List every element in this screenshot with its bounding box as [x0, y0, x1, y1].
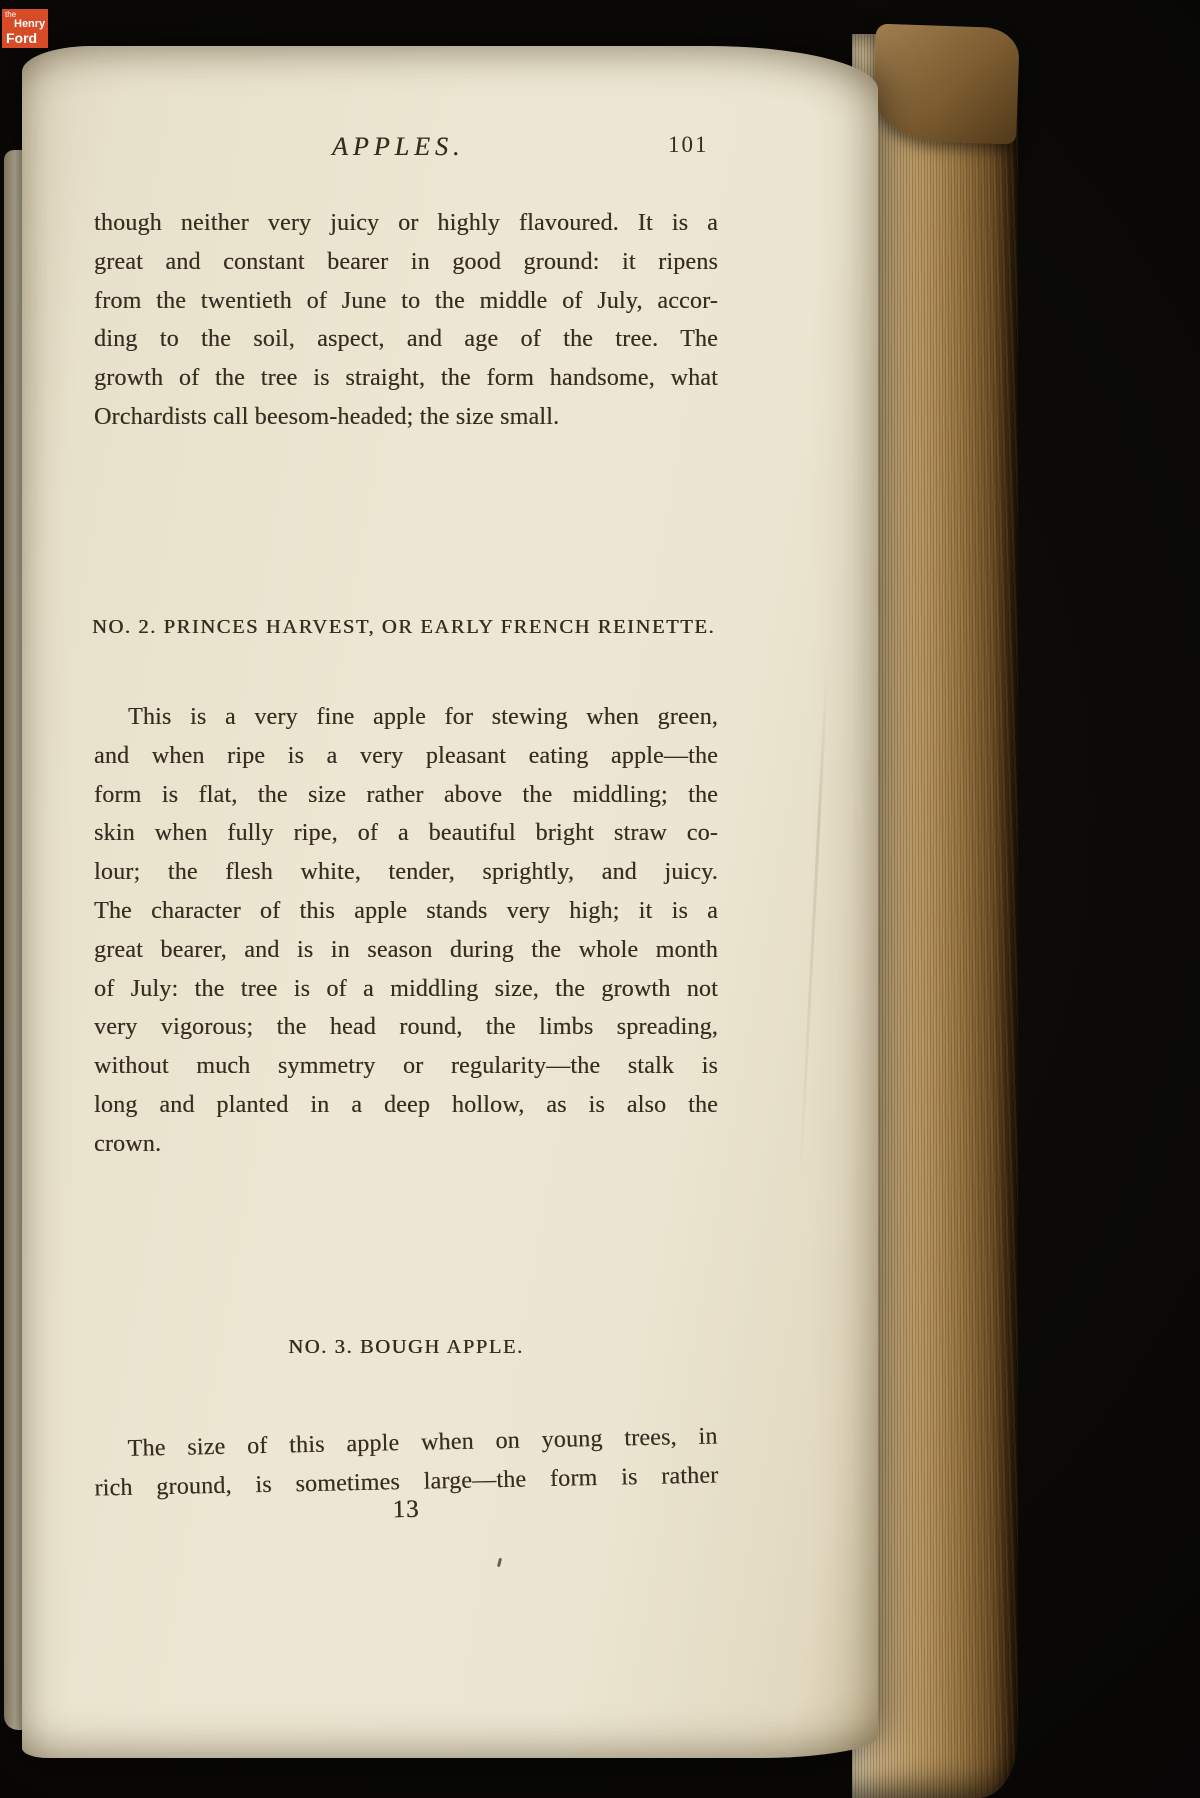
- logo-word-the: the: [5, 10, 17, 19]
- running-head-row: [22, 132, 878, 172]
- henry-ford-logo: [2, 9, 48, 48]
- text-line: This is a very fine apple for stewing when green,: [128, 704, 718, 730]
- logo-word-henry: Henry: [14, 18, 46, 30]
- text-line: rich ground, is sometimes large—the form is rather: [94, 1462, 719, 1502]
- text-line: great and constant bearer in good ground: it ripens: [94, 248, 718, 275]
- text-line: without much symmetry or regularity—the stalk is: [94, 1053, 718, 1080]
- text-line: skin when fully ripe, of a beautiful bright straw co-: [94, 820, 718, 847]
- text-line: The size of this apple when on young trees, in: [127, 1423, 718, 1462]
- logo-word-ford: Ford: [6, 30, 38, 46]
- text-line: of July: the tree is of a middling size, the growth not: [94, 975, 718, 1002]
- book-cover-corner: [872, 24, 1020, 145]
- running-header: APPLES.: [332, 132, 465, 161]
- page-number: 101: [668, 132, 709, 157]
- ink-speck: [497, 1558, 502, 1567]
- text-line: and when ripe is a very pleasant eating apple—the: [94, 742, 718, 769]
- text-line: from the twentieth of June to the middle of July, accor-: [94, 287, 718, 314]
- text-line: crown.: [94, 1130, 162, 1157]
- text-line: form is flat, the size rather above the middling; the: [94, 781, 718, 808]
- section-heading-no2: NO. 2. PRINCES HARVEST, OR EARLY FRENCH REINETTE.: [92, 616, 716, 638]
- paragraph-continuation: [94, 204, 718, 437]
- text-line: The character of this apple stands very high; it is a: [94, 897, 718, 924]
- text-line: Orchardists call beesom-headed; the size small.: [94, 403, 560, 430]
- text-line: though neither very juicy or highly flavoured. It is a: [94, 210, 718, 236]
- text-line: long and planted in a deep hollow, as is also the: [94, 1091, 718, 1118]
- text-line: very vigorous; the head round, the limbs spreading,: [94, 1014, 718, 1041]
- text-line: growth of the tree is straight, the form handsome, what: [94, 365, 718, 392]
- text-line: lour; the flesh white, tender, sprightly, and juicy.: [94, 859, 718, 886]
- signature-mark: 13: [392, 1495, 420, 1524]
- paragraph-princes-harvest: [94, 698, 718, 1164]
- book-page: [22, 46, 878, 1758]
- text-line: great bearer, and is in season during the whole month: [94, 936, 718, 963]
- text-line: ding to the soil, aspect, and age of the tree. The: [94, 326, 718, 353]
- section-heading-no3: NO. 3. BOUGH APPLE.: [288, 1336, 524, 1358]
